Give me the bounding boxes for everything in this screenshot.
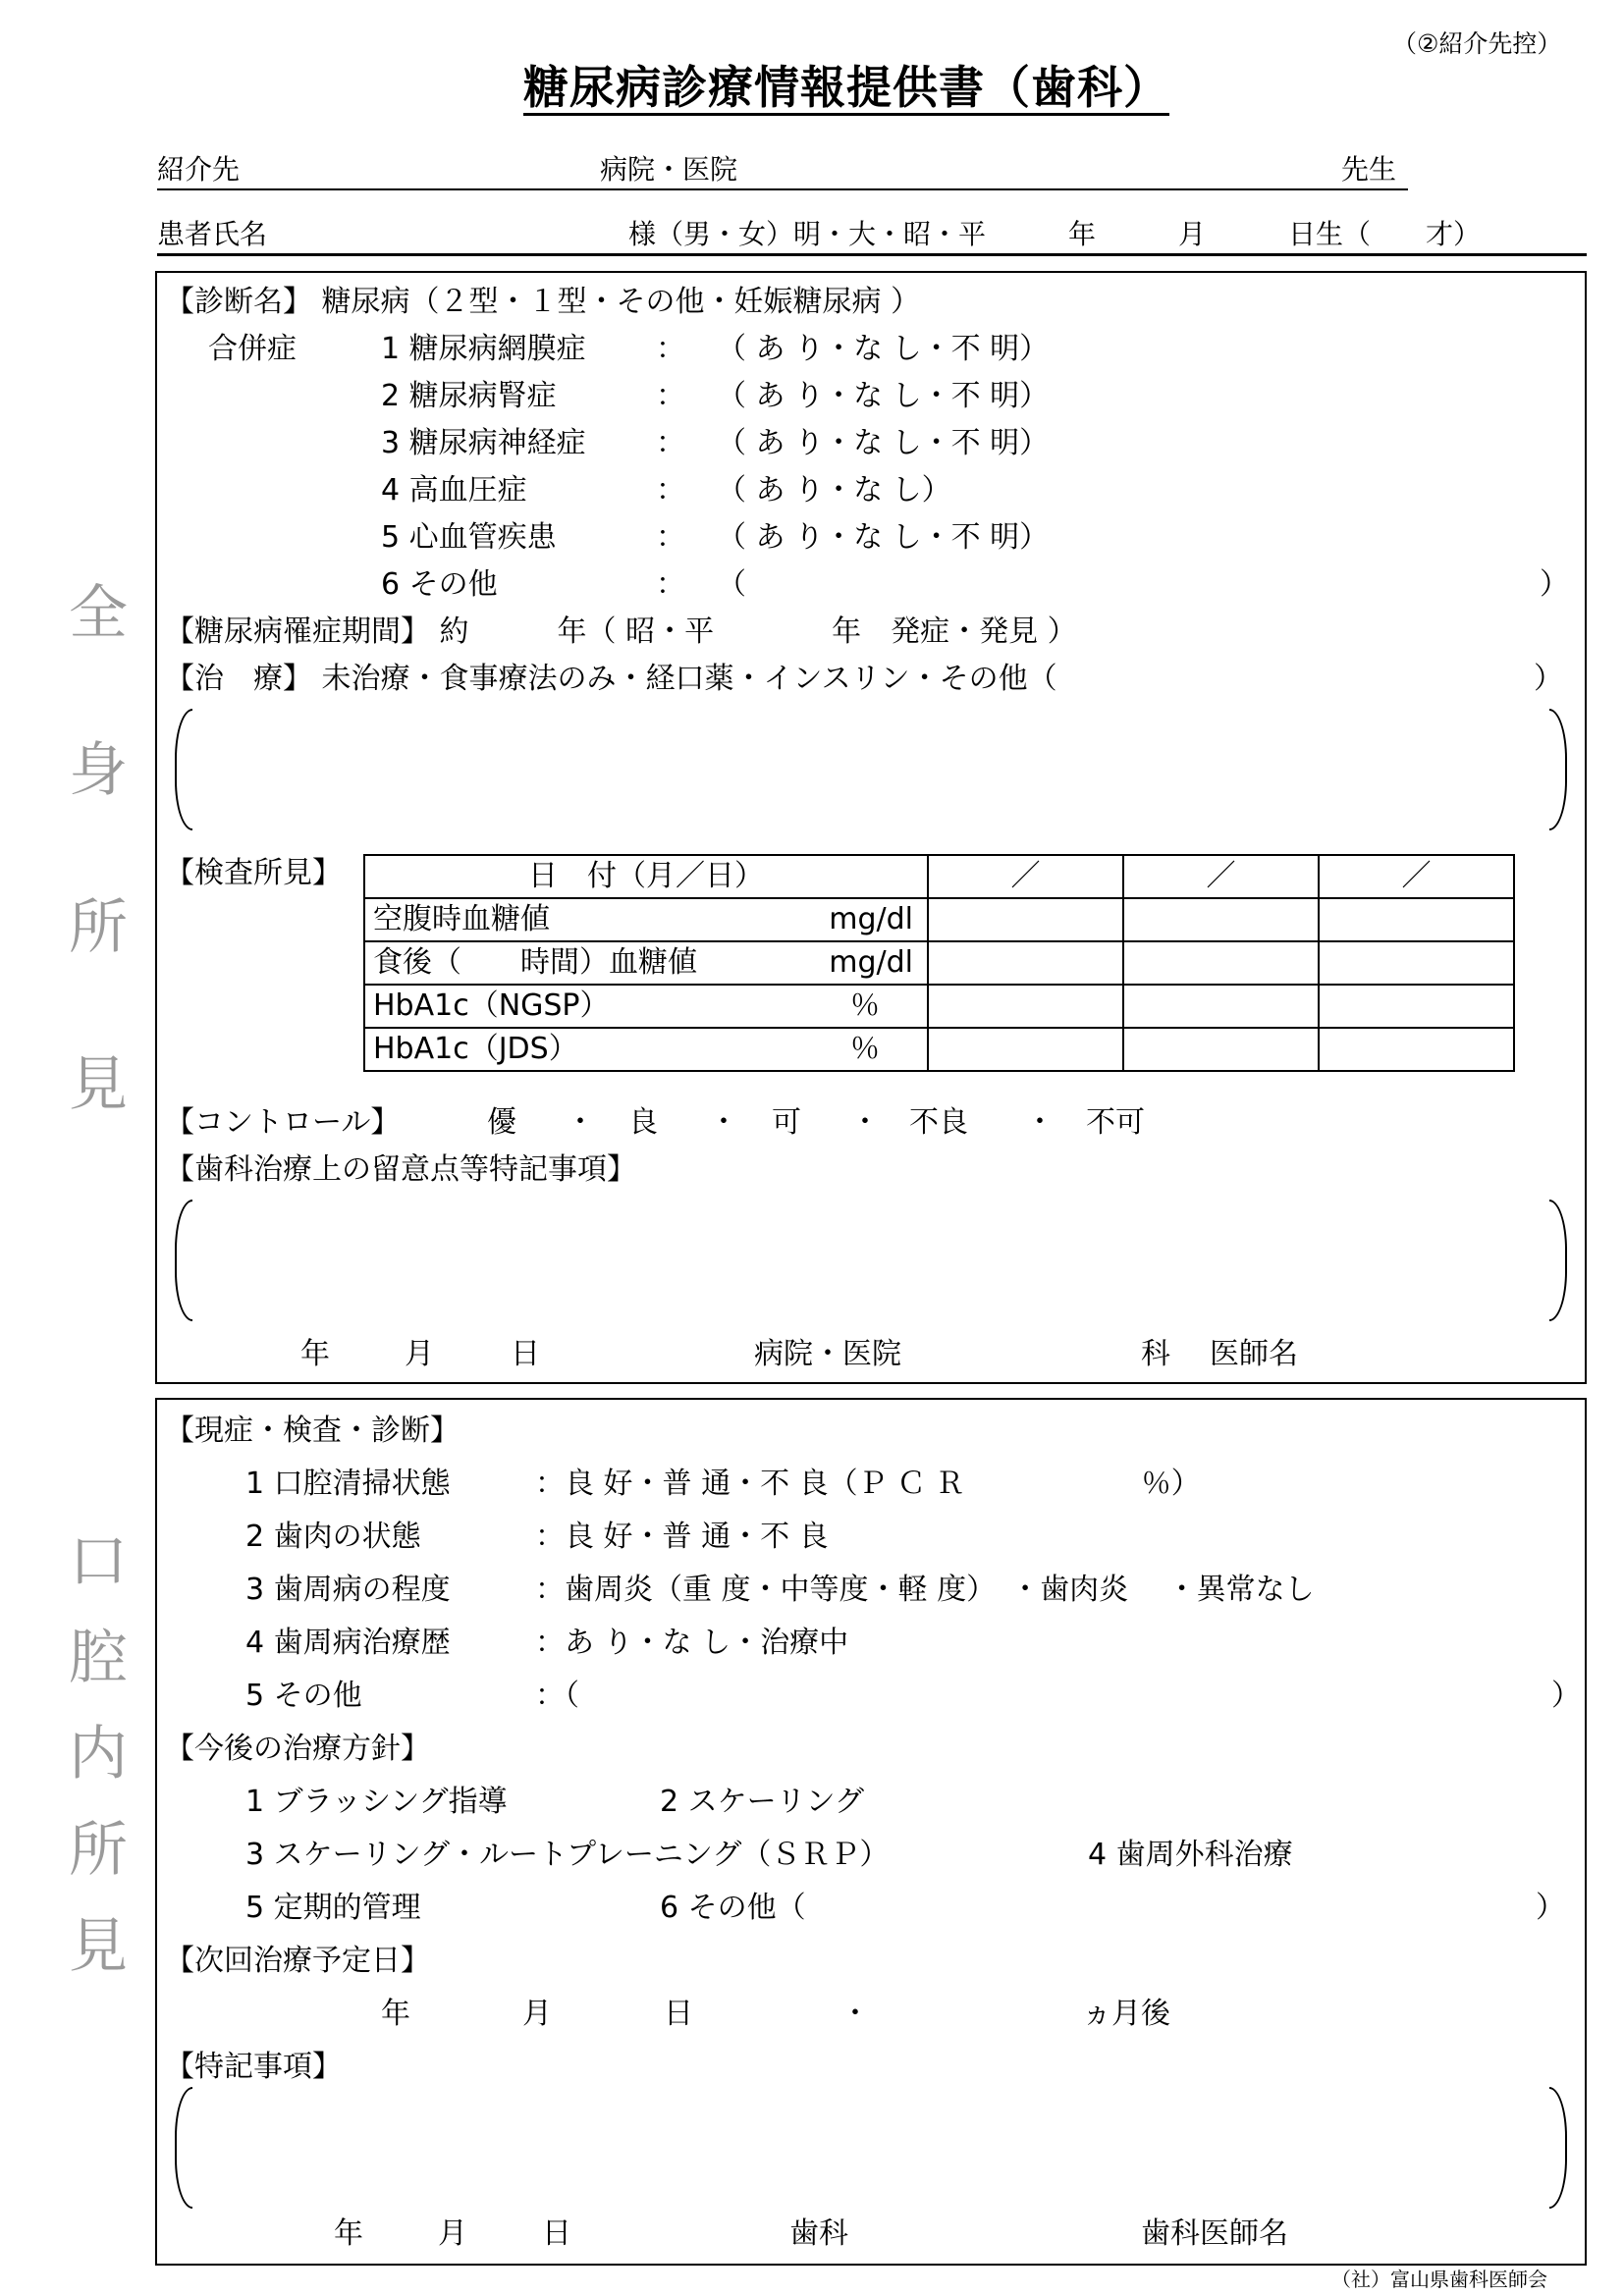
treatment-close-paren: ）	[1534, 662, 1563, 696]
copy-label: （②紹介先控）	[1392, 29, 1562, 58]
control-option[interactable]: 可	[772, 1105, 801, 1140]
lab-unit: ％	[850, 988, 880, 1023]
lab-label: 【検査所見】	[165, 856, 342, 890]
side-label-oral: 口 腔 内 所 見	[69, 1527, 128, 1981]
lab-unit: mg/dl	[829, 945, 913, 980]
date-header: 日 付（月／日）	[364, 855, 928, 898]
complication-colon: ：	[656, 520, 685, 555]
referral-to-label: 紹介先	[157, 153, 241, 186]
table-row	[364, 985, 1514, 1028]
control-option[interactable]: 優	[487, 1105, 516, 1140]
lab-row-label: mg/dl 空腹時血糖値	[364, 898, 928, 941]
plan-item: 2 スケーリング	[660, 1785, 865, 1819]
lab-unit: ％	[850, 1032, 880, 1066]
plan-item: 1 ブラッシング指導	[245, 1785, 508, 1819]
referral-underline	[157, 188, 1408, 190]
finding-name: 3 歯周病の程度	[245, 1573, 451, 1607]
general-footer-hospital: 病院・医院	[754, 1337, 901, 1371]
complication-options: （ あ り・な し）	[717, 473, 951, 507]
control-option[interactable]: 良	[628, 1105, 658, 1140]
finding-value: ：歯周炎（重 度・中等度・軽 度） ・歯肉炎 ・異常なし	[535, 1573, 1315, 1607]
plan-close-paren: ）	[1536, 1891, 1565, 1925]
lab-value-cell[interactable]	[1319, 898, 1514, 941]
lab-value-cell[interactable]	[1319, 941, 1514, 985]
complication-name: 4 高血圧症	[381, 473, 527, 507]
lab-value-cell[interactable]	[1123, 1028, 1319, 1071]
next-visit-year: 年	[381, 1997, 410, 2031]
complication-options: （ あ り・な し・不 明）	[717, 520, 1050, 555]
lab-value-cell[interactable]	[1123, 898, 1319, 941]
patient-underline	[157, 253, 1587, 256]
finding-name: 2 歯肉の状態	[245, 1520, 421, 1554]
lab-row-label: ％ HbA1c（NGSP）	[364, 985, 928, 1028]
lab-value-cell[interactable]	[1123, 985, 1319, 1028]
finding-close-paren: ）	[1551, 1679, 1581, 1713]
complication-name: 2 糖尿病腎症	[381, 379, 557, 413]
complication-options: （ あ り・な し・不 明）	[717, 426, 1050, 460]
complication-colon: ：	[656, 473, 685, 507]
finding-name: 5 その他	[245, 1679, 362, 1713]
lab-value-cell[interactable]	[1123, 941, 1319, 985]
complication-colon: ：	[656, 426, 685, 460]
complication-colon: ：	[656, 567, 685, 602]
general-footer-dept: 科	[1141, 1337, 1170, 1371]
finding-value: ：良 好・普 通・不 良（Ｐ Ｃ Ｒ ％）	[535, 1467, 1201, 1501]
document-title: 糖尿病診療情報提供書（歯科）	[523, 61, 1169, 114]
findings-label: 【現症・検査・診断】	[165, 1414, 460, 1448]
next-visit-months-after: ヵ月後	[1082, 1997, 1170, 2031]
general-footer-year: 年	[300, 1337, 330, 1371]
lab-value-cell[interactable]	[928, 985, 1123, 1028]
general-footer-month: 月	[405, 1337, 434, 1371]
lab-value-cell[interactable]	[928, 898, 1123, 941]
special-notes-label: 【特記事項】	[165, 2050, 342, 2084]
finding-name: 1 口腔清掃状態	[245, 1467, 451, 1501]
next-visit-separator: ・	[840, 1997, 870, 2031]
side-label-general: 全 身 所 見	[69, 579, 128, 1119]
plan-item: 5 定期的管理	[245, 1891, 421, 1925]
general-footer-day: 日	[511, 1337, 540, 1371]
lab-value-cell[interactable]	[928, 941, 1123, 985]
lab-unit: mg/dl	[829, 902, 913, 936]
lab-value-cell[interactable]	[1319, 985, 1514, 1028]
next-visit-label: 【次回治療予定日】	[165, 1944, 430, 1978]
next-visit-day: 日	[664, 1997, 693, 2031]
dental-notes-label: 【歯科治療上の留意点等特記事項】	[165, 1152, 636, 1187]
complication-options: （ あ り・な し・不 明）	[717, 332, 1050, 366]
treatment-line: 【治 療】 未治療・食事療法のみ・経口薬・インスリン・その他（	[165, 662, 1057, 696]
date-slot[interactable]: ／	[1319, 855, 1514, 898]
table-row	[364, 898, 1514, 941]
control-option[interactable]: 不良	[909, 1105, 968, 1140]
complication-name: 6 その他	[381, 567, 498, 602]
table-row	[364, 941, 1514, 985]
complication-colon: ：	[656, 332, 685, 366]
oral-footer-year: 年	[334, 2216, 363, 2251]
association-name: （社）富山県歯科医師会	[1331, 2268, 1547, 2291]
control-separator: ・	[566, 1105, 595, 1140]
lab-value-cell[interactable]	[928, 1028, 1123, 1071]
complication-name: 1 糖尿病網膜症	[381, 332, 586, 366]
plan-label: 【今後の治療方針】	[165, 1732, 430, 1766]
diagnosis-line: 【診断名】 糖尿病（２型・１型・その他・妊娠糖尿病 ）	[165, 285, 921, 319]
finding-value: ：あ り・な し・治療中	[535, 1626, 849, 1660]
finding-name: 4 歯周病治療歴	[245, 1626, 451, 1660]
finding-value: ：良 好・普 通・不 良	[535, 1520, 829, 1554]
control-separator: ・	[709, 1105, 738, 1140]
control-separator: ・	[1025, 1105, 1055, 1140]
hospital-clinic-label: 病院・医院	[600, 153, 738, 186]
oral-footer-day: 日	[542, 2216, 571, 2251]
oral-footer-dentist: 歯科医師名	[1141, 2216, 1288, 2251]
complication-options: （	[717, 567, 746, 602]
next-visit-month: 月	[522, 1997, 552, 2031]
finding-value: ：（	[535, 1679, 579, 1713]
patient-name-label: 患者氏名	[157, 218, 268, 250]
patient-info-line: 様（男・女）明・大・昭・平 年 月 日生（ 才）	[628, 218, 1482, 250]
date-slot[interactable]: ／	[1123, 855, 1319, 898]
control-separator: ・	[850, 1105, 880, 1140]
complication-name: 3 糖尿病神経症	[381, 426, 586, 460]
general-footer-doctor: 医師名	[1210, 1337, 1298, 1371]
doctor-honorific-label: 先生	[1341, 153, 1397, 186]
complications-label: 合併症	[208, 332, 297, 366]
table-row	[364, 1028, 1514, 1071]
plan-item: 4 歯周外科治療	[1088, 1838, 1293, 1872]
date-slot[interactable]: ／	[928, 855, 1123, 898]
lab-row-label: ％ HbA1c（JDS）	[364, 1028, 928, 1071]
lab-value-cell[interactable]	[1319, 1028, 1514, 1071]
complication-colon: ：	[656, 379, 685, 413]
control-label: 【コントロール】	[165, 1105, 401, 1140]
plan-item: 3 スケーリング・ルートプレーニング（ＳＲＰ）	[245, 1838, 890, 1872]
control-option[interactable]: 不可	[1086, 1105, 1145, 1140]
table-header-row	[364, 855, 1514, 898]
oral-footer-month: 月	[438, 2216, 467, 2251]
duration-line: 【糖尿病罹症期間】 約 年（ 昭・平 年 発症・発見 ）	[165, 614, 1077, 649]
complication-close-paren: ）	[1540, 567, 1569, 602]
oral-footer-clinic: 歯科	[789, 2216, 848, 2251]
complication-name: 5 心血管疾患	[381, 520, 557, 555]
complication-options: （ あ り・な し・不 明）	[717, 379, 1050, 413]
lab-results-table	[363, 854, 1515, 1072]
lab-row-label: mg/dl 食後（ 時間）血糖値	[364, 941, 928, 985]
plan-item: 6 その他（	[660, 1891, 806, 1925]
